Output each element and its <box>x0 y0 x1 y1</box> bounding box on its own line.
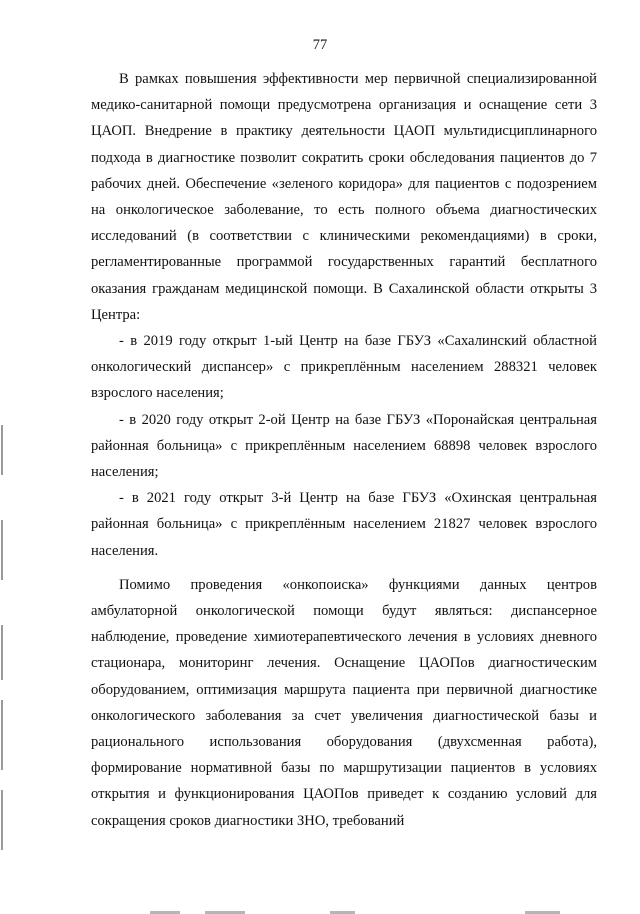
scan-edge-marks <box>0 0 4 914</box>
list-item-center-1: - в 2019 году открыт 1-ый Центр на базе ГБУЗ «Сахалинский областной онкологический диспансер» с прикреплённым населением 288321 человек взрослого населения; <box>91 333 597 402</box>
paragraph-functions: Помимо проведения «онкопоиска» функциями данных центров амбулаторной онкологической помощи будут являться: диспансерное наблюдение, проведение химиотерапевтического лечения в условиях дневного стационара, мониторинг лечения. Оснащение ЦАОПов диагностическим оборудованием, оптимизация маршрута пациента при первичной диагностике онкологического заболевания за счет увеличения диагностической базы и рационального использования оборудования (двухсменная работа), формирование нормативной базы по маршрутизации пациентов в условиях открытия и функционирования ЦАОПов приведет к созданию условий для сокращения сроков диагностики ЗНО, требований <box>91 576 597 829</box>
scan-edge-mark <box>1 790 3 850</box>
paragraph-intro: В рамках повышения эффективности мер первичной специализированной медико-санитарной помощи предусмотрена организация и оснащение сети 3 ЦАОП. Внедрение в практику деятельности ЦАОП мультидисциплинарного подхода в диагностике позволит сократить сроки обследования пациентов до 7 рабочих дней. Обеспечение «зеленого коридора» для пациентов с подозрением на онкологическое заболевание, то есть полного объема диагностических исследований (в соответствии с клиническими рекомендациями) в сроки, регламентированные программой государственных гарантий бесплатного оказания гражданам медицинской помощи. В Сахалинской области открыты 3 Центра: <box>91 71 597 323</box>
page-number: 77 <box>312 37 328 53</box>
list-item-center-2: - в 2020 году открыт 2-ой Центр на базе ГБУЗ «Поронайская центральная районная больница» с прикреплённым населением 68898 человек взрослого населения; <box>91 411 597 481</box>
scan-edge-mark <box>1 520 3 580</box>
scan-edge-mark <box>1 425 3 475</box>
list-item-center-3: - в 2021 году открыт 3-й Центр на базе ГБУЗ «Охинская центральная районная больница» с прикреплённым населением 21827 человек взрослого населения. <box>91 490 597 559</box>
document-body <box>91 66 597 834</box>
scan-edge-mark <box>1 700 3 770</box>
scan-edge-mark <box>1 625 3 680</box>
scan-bottom-marks <box>0 906 640 914</box>
